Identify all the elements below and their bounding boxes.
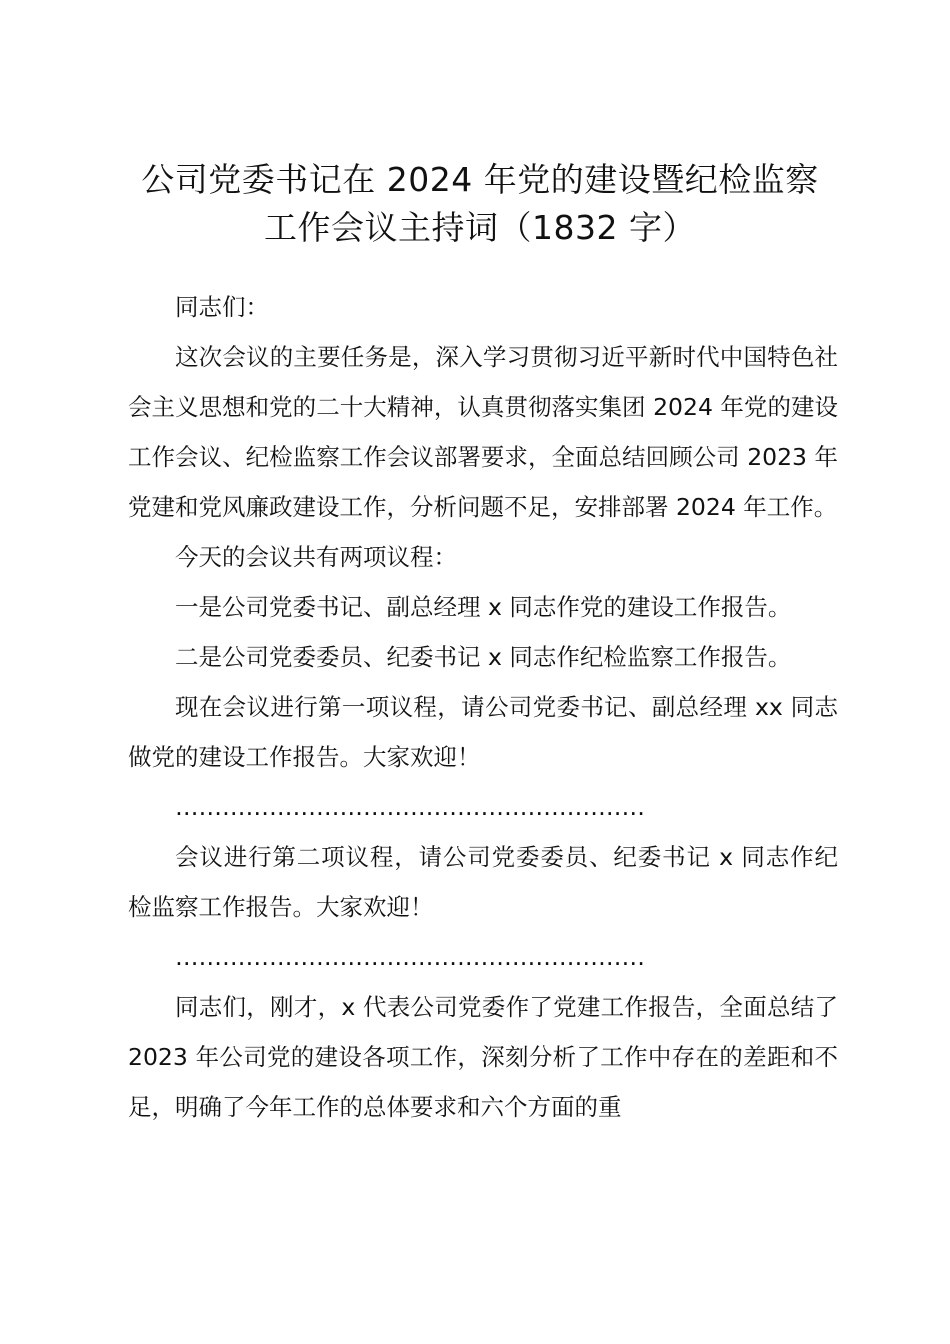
paragraph-summary: 同志们，刚才，x 代表公司党委作了党建工作报告，全面总结了 2023 年公司党的建设各项工作，深刻分析了工作中存在的差距和不足，明确了今年工作的总体要求和六个方面的重 xyxy=(128,993,838,1121)
paragraph-first-agenda: 现在会议进行第一项议程，请公司党委书记、副总经理 xx 同志做党的建设工作报告。大家欢迎！ xyxy=(128,693,838,771)
title-line-2: 工作会议主持词（1832 字） xyxy=(264,208,696,247)
paragraph-agenda-item-1: 一是公司党委书记、副总经理 x 同志作党的建设工作报告。 xyxy=(175,593,792,621)
title-line-1: 公司党委书记在 2024 年党的建设暨纪检监察 xyxy=(141,160,819,199)
paragraph-agenda-intro: 今天的会议共有两项议程： xyxy=(175,543,457,571)
paragraph-meeting-task: 这次会议的主要任务是，深入学习贯彻习近平新时代中国特色社会主义思想和党的二十大精神，认真贯彻落实集团 2024 年党的建设工作会议、纪检监察工作会议部署要求，全面总结回顾公司 2023 年党建和党风廉政建设工作，分析问题不足，安排部署 2024 年工作。 xyxy=(128,343,838,521)
document-body xyxy=(128,282,838,1132)
paragraph-second-agenda: 会议进行第二项议程，请公司党委委员、纪委书记 x 同志作纪检监察工作报告。大家欢迎！ xyxy=(128,843,838,921)
ellipsis-separator: …………………………………………………… xyxy=(175,943,645,971)
paragraph-agenda-item-2: 二是公司党委委员、纪委书记 x 同志作纪检监察工作报告。 xyxy=(175,643,792,671)
document-title xyxy=(100,156,860,252)
ellipsis-separator: …………………………………………………… xyxy=(175,793,645,821)
salutation: 同志们： xyxy=(175,293,269,321)
